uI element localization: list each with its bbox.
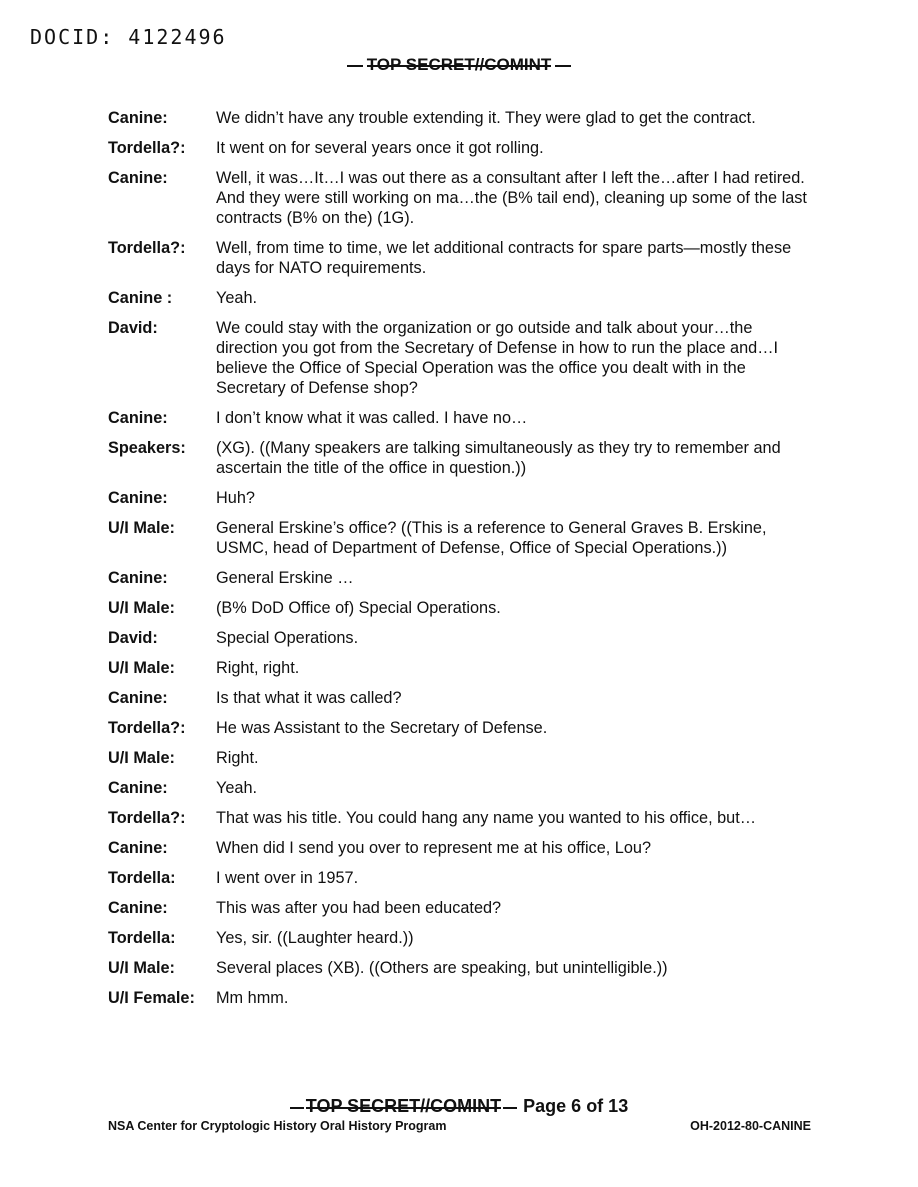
- speech-text: Yeah.: [216, 779, 258, 797]
- speech-text: That was his title. You could hang any name you wanted to his office, but…: [216, 809, 757, 827]
- speaker-label: Canine:: [108, 899, 168, 917]
- speech-text: I don’t know what it was called. I have no…: [216, 409, 528, 427]
- speaker-label: David:: [108, 629, 158, 647]
- speech-text: (B% DoD Office of) Special Operations.: [216, 599, 501, 617]
- speaker-label: Canine:: [108, 489, 168, 507]
- speaker-label: U/I Male:: [108, 959, 175, 977]
- speech-text: Well, from time to time, we let additional contracts for spare parts—mostly these days for NATO requirements.: [216, 239, 792, 277]
- transcript-row: [108, 778, 814, 798]
- speaker-label: Tordella:: [108, 929, 176, 947]
- transcript-row: [108, 598, 814, 618]
- speaker-label: U/I Male:: [108, 749, 175, 767]
- header-classification-marking: [0, 55, 918, 75]
- transcript-row: [108, 688, 814, 708]
- speech-text: When did I send you over to represent me at his office, Lou?: [216, 839, 652, 857]
- speaker-label: David:: [108, 319, 158, 337]
- speaker-label: Tordella?:: [108, 139, 186, 157]
- transcript-row: [108, 138, 814, 158]
- speech-text: Huh?: [216, 489, 255, 507]
- transcript-row: [108, 318, 814, 398]
- speaker-label: Canine:: [108, 779, 168, 797]
- speech-text: Right, right.: [216, 659, 300, 677]
- speech-text: Special Operations.: [216, 629, 359, 647]
- transcript-row: [108, 168, 814, 228]
- transcript-row: [108, 238, 814, 278]
- transcript-row: [108, 518, 814, 558]
- speaker-label: Speakers:: [108, 439, 186, 457]
- speech-text: Right.: [216, 749, 259, 767]
- speech-text: Mm hmm.: [216, 989, 289, 1007]
- footer-document-number: OH-2012-80-CANINE: [690, 1119, 811, 1133]
- transcript-row: [108, 808, 814, 828]
- transcript-row: [108, 988, 814, 1008]
- transcript-row: [108, 928, 814, 948]
- speech-text: Well, it was…It…I was out there as a consultant after I left the…after I had retired. And they were still working on ma…the (B% tail end), cleaning up some of the last contracts (B% on the) (1G).: [216, 169, 807, 227]
- speaker-label: Tordella:: [108, 869, 176, 887]
- speech-text: We could stay with the organization or go outside and talk about your…the direction you got from the Secretary of Defense in how to run the place and…I believe the Office of Special Operation was the office you dealt with in the Secretary of Defense shop?: [216, 319, 779, 397]
- speech-text: We didn’t have any trouble extending it. They were glad to get the contract.: [216, 109, 756, 127]
- transcript-row: [108, 838, 814, 858]
- docid-label: DOCID: 4122496: [30, 25, 227, 49]
- transcript-row: [108, 288, 814, 308]
- transcript-row: [108, 718, 814, 738]
- speech-text: He was Assistant to the Secretary of Defense.: [216, 719, 548, 737]
- speaker-label: U/I Male:: [108, 659, 175, 677]
- transcript-row: [108, 958, 814, 978]
- transcript-row: [108, 658, 814, 678]
- speech-text: (XG). ((Many speakers are talking simultaneously as they try to remember and ascertain the title of the office in question.)): [216, 439, 781, 477]
- transcript-body: [108, 108, 814, 1018]
- classification-strikethrough: [367, 55, 552, 75]
- transcript-row: [108, 108, 814, 128]
- transcript-row: [108, 898, 814, 918]
- speaker-label: U/I Male:: [108, 519, 175, 537]
- speaker-label: Canine:: [108, 109, 168, 127]
- speaker-label: U/I Female:: [108, 989, 195, 1007]
- footer-program-name: NSA Center for Cryptologic History Oral History Program: [108, 1119, 447, 1133]
- speaker-label: Canine :: [108, 289, 173, 307]
- speech-text: Is that what it was called?: [216, 689, 402, 707]
- speaker-label: Tordella?:: [108, 719, 186, 737]
- transcript-row: [108, 438, 814, 478]
- footer-classification-text: TOP SECRET//COMINT: [305, 1096, 502, 1116]
- transcript-row: [108, 408, 814, 428]
- speech-text: Several places (XB). ((Others are speaking, but unintelligible.)): [216, 959, 668, 977]
- transcript-row: [108, 568, 814, 588]
- speaker-label: Tordella?:: [108, 809, 186, 827]
- speech-text: General Erskine …: [216, 569, 354, 587]
- transcript-row: [108, 748, 814, 768]
- speech-text: I went over in 1957.: [216, 869, 359, 887]
- classification-text: TOP SECRET//COMINT: [366, 55, 552, 74]
- speech-text: This was after you had been educated?: [216, 899, 502, 917]
- transcript-row: [108, 868, 814, 888]
- speaker-label: U/I Male:: [108, 599, 175, 617]
- speech-text: Yeah.: [216, 289, 258, 307]
- speaker-label: Canine:: [108, 169, 168, 187]
- footer-classification-marking: [306, 1096, 501, 1117]
- page-number: Page 6 of 13: [523, 1096, 629, 1116]
- footer-classification-line: [0, 1096, 918, 1117]
- speaker-label: Canine:: [108, 839, 168, 857]
- transcript-row: [108, 628, 814, 648]
- speech-text: It went on for several years once it got rolling.: [216, 139, 544, 157]
- speech-text: Yes, sir. ((Laughter heard.)): [216, 929, 414, 947]
- speaker-label: Tordella?:: [108, 239, 186, 257]
- speaker-label: Canine:: [108, 569, 168, 587]
- speaker-label: Canine:: [108, 409, 168, 427]
- speaker-label: Canine:: [108, 689, 168, 707]
- transcript-row: [108, 488, 814, 508]
- speech-text: General Erskine’s office? ((This is a reference to General Graves B. Erskine, USMC, head of Department of Defense, Office of Special Operations.)): [216, 519, 767, 557]
